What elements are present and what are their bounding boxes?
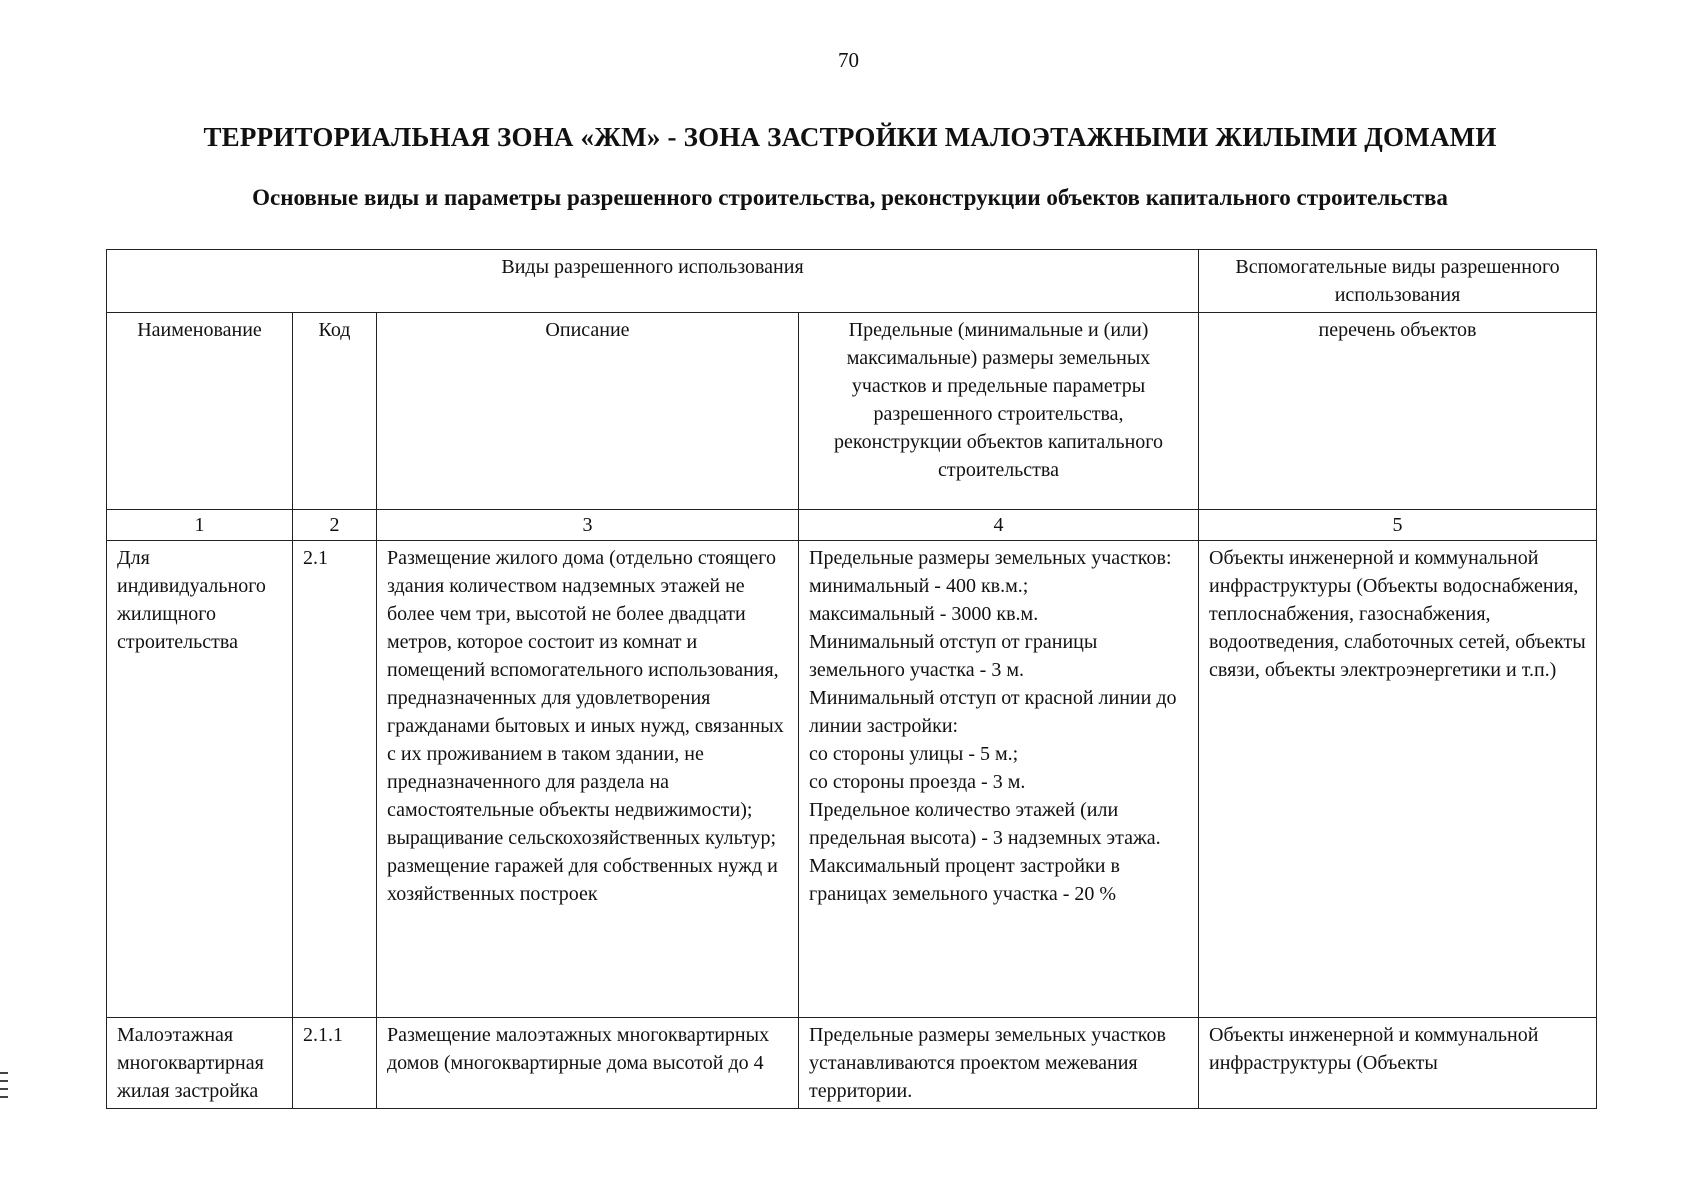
cell-limits: Предельные размеры земельных участков устанавливаются проектом межевания территории. xyxy=(799,1018,1199,1109)
page-number: 70 xyxy=(838,48,859,72)
scan-margin-mark xyxy=(0,1080,8,1082)
cell-limits: Предельные размеры земельных участков: минимальный - 400 кв.м.; максимальный - 3000 кв.м. Минимальный отступ от границы земельного участка - 3 м. Минимальный отступ от красной линии до линии застройки: со стороны улицы - 5 м.; со стороны проезда - 3 м. Предельное количество этажей (или предельная высота) - 3 надземных этажа. Максимальный процент застройки в границах земельного участка - 20 % xyxy=(799,541,1199,1018)
column-number-row xyxy=(107,510,1597,541)
permitted-use-table xyxy=(106,249,1597,1109)
column-number: 1 xyxy=(107,510,293,541)
column-header-name: Наименование xyxy=(107,313,293,510)
table-row xyxy=(107,1018,1597,1109)
column-header-code: Код xyxy=(293,313,377,510)
cell-name: Для индивидуального жилищного строительства xyxy=(107,541,293,1018)
cell-code: 2.1 xyxy=(293,541,377,1018)
column-number: 2 xyxy=(293,510,377,541)
scan-margin-mark xyxy=(0,1096,8,1098)
group-header-row xyxy=(107,250,1597,313)
column-number: 3 xyxy=(377,510,799,541)
auxiliary-uses-header: Вспомогательные виды разрешенного использования xyxy=(1199,250,1597,313)
main-uses-header: Виды разрешенного использования xyxy=(107,250,1199,313)
column-header-description: Описание xyxy=(377,313,799,510)
cell-description: Размещение малоэтажных многоквартирных домов (многоквартирные дома высотой до 4 xyxy=(377,1018,799,1109)
column-number: 4 xyxy=(799,510,1199,541)
cell-name: Малоэтажная многоквартирная жилая застройка xyxy=(107,1018,293,1109)
scan-margin-mark xyxy=(0,1072,8,1074)
scan-margin-mark xyxy=(0,1088,8,1090)
cell-objects: Объекты инженерной и коммунальной инфраструктуры (Объекты водоснабжения, теплоснабжения, газоснабжения, водоотведения, слаботочных сетей, объекты связи, объекты электроэнергетики и т.п.) xyxy=(1199,541,1597,1018)
column-header-limits: Предельные (минимальные и (или) максимальные) размеры земельных участков и предельные параметры разрешенного строительства, реконструкции объектов капитального строительства xyxy=(799,313,1199,510)
column-header-row xyxy=(107,313,1597,510)
table-subtitle: Основные виды и параметры разрешенного строительства, реконструкции объектов капитального строительства xyxy=(252,185,1448,210)
table-row xyxy=(107,541,1597,1018)
cell-code: 2.1.1 xyxy=(293,1018,377,1109)
zone-title: ТЕРРИТОРИАЛЬНАЯ ЗОНА «ЖМ» - ЗОНА ЗАСТРОЙКИ МАЛОЭТАЖНЫМИ ЖИЛЫМИ ДОМАМИ xyxy=(203,122,1497,152)
cell-objects: Объекты инженерной и коммунальной инфраструктуры (Объекты xyxy=(1199,1018,1597,1109)
column-header-objects: перечень объектов xyxy=(1199,313,1597,510)
cell-description: Размещение жилого дома (отдельно стоящего здания количеством надземных этажей не более чем три, высотой не более двадцати метров, которое состоит из комнат и помещений вспомогательного использования, предназначенных для удовлетворения гражданами бытовых и иных нужд, связанных с их проживанием в таком здании, не предназначенного для раздела на самостоятельные объекты недвижимости); выращивание сельскохозяйственных культур; размещение гаражей для собственных нужд и хозяйственных построек xyxy=(377,541,799,1018)
column-number: 5 xyxy=(1199,510,1597,541)
